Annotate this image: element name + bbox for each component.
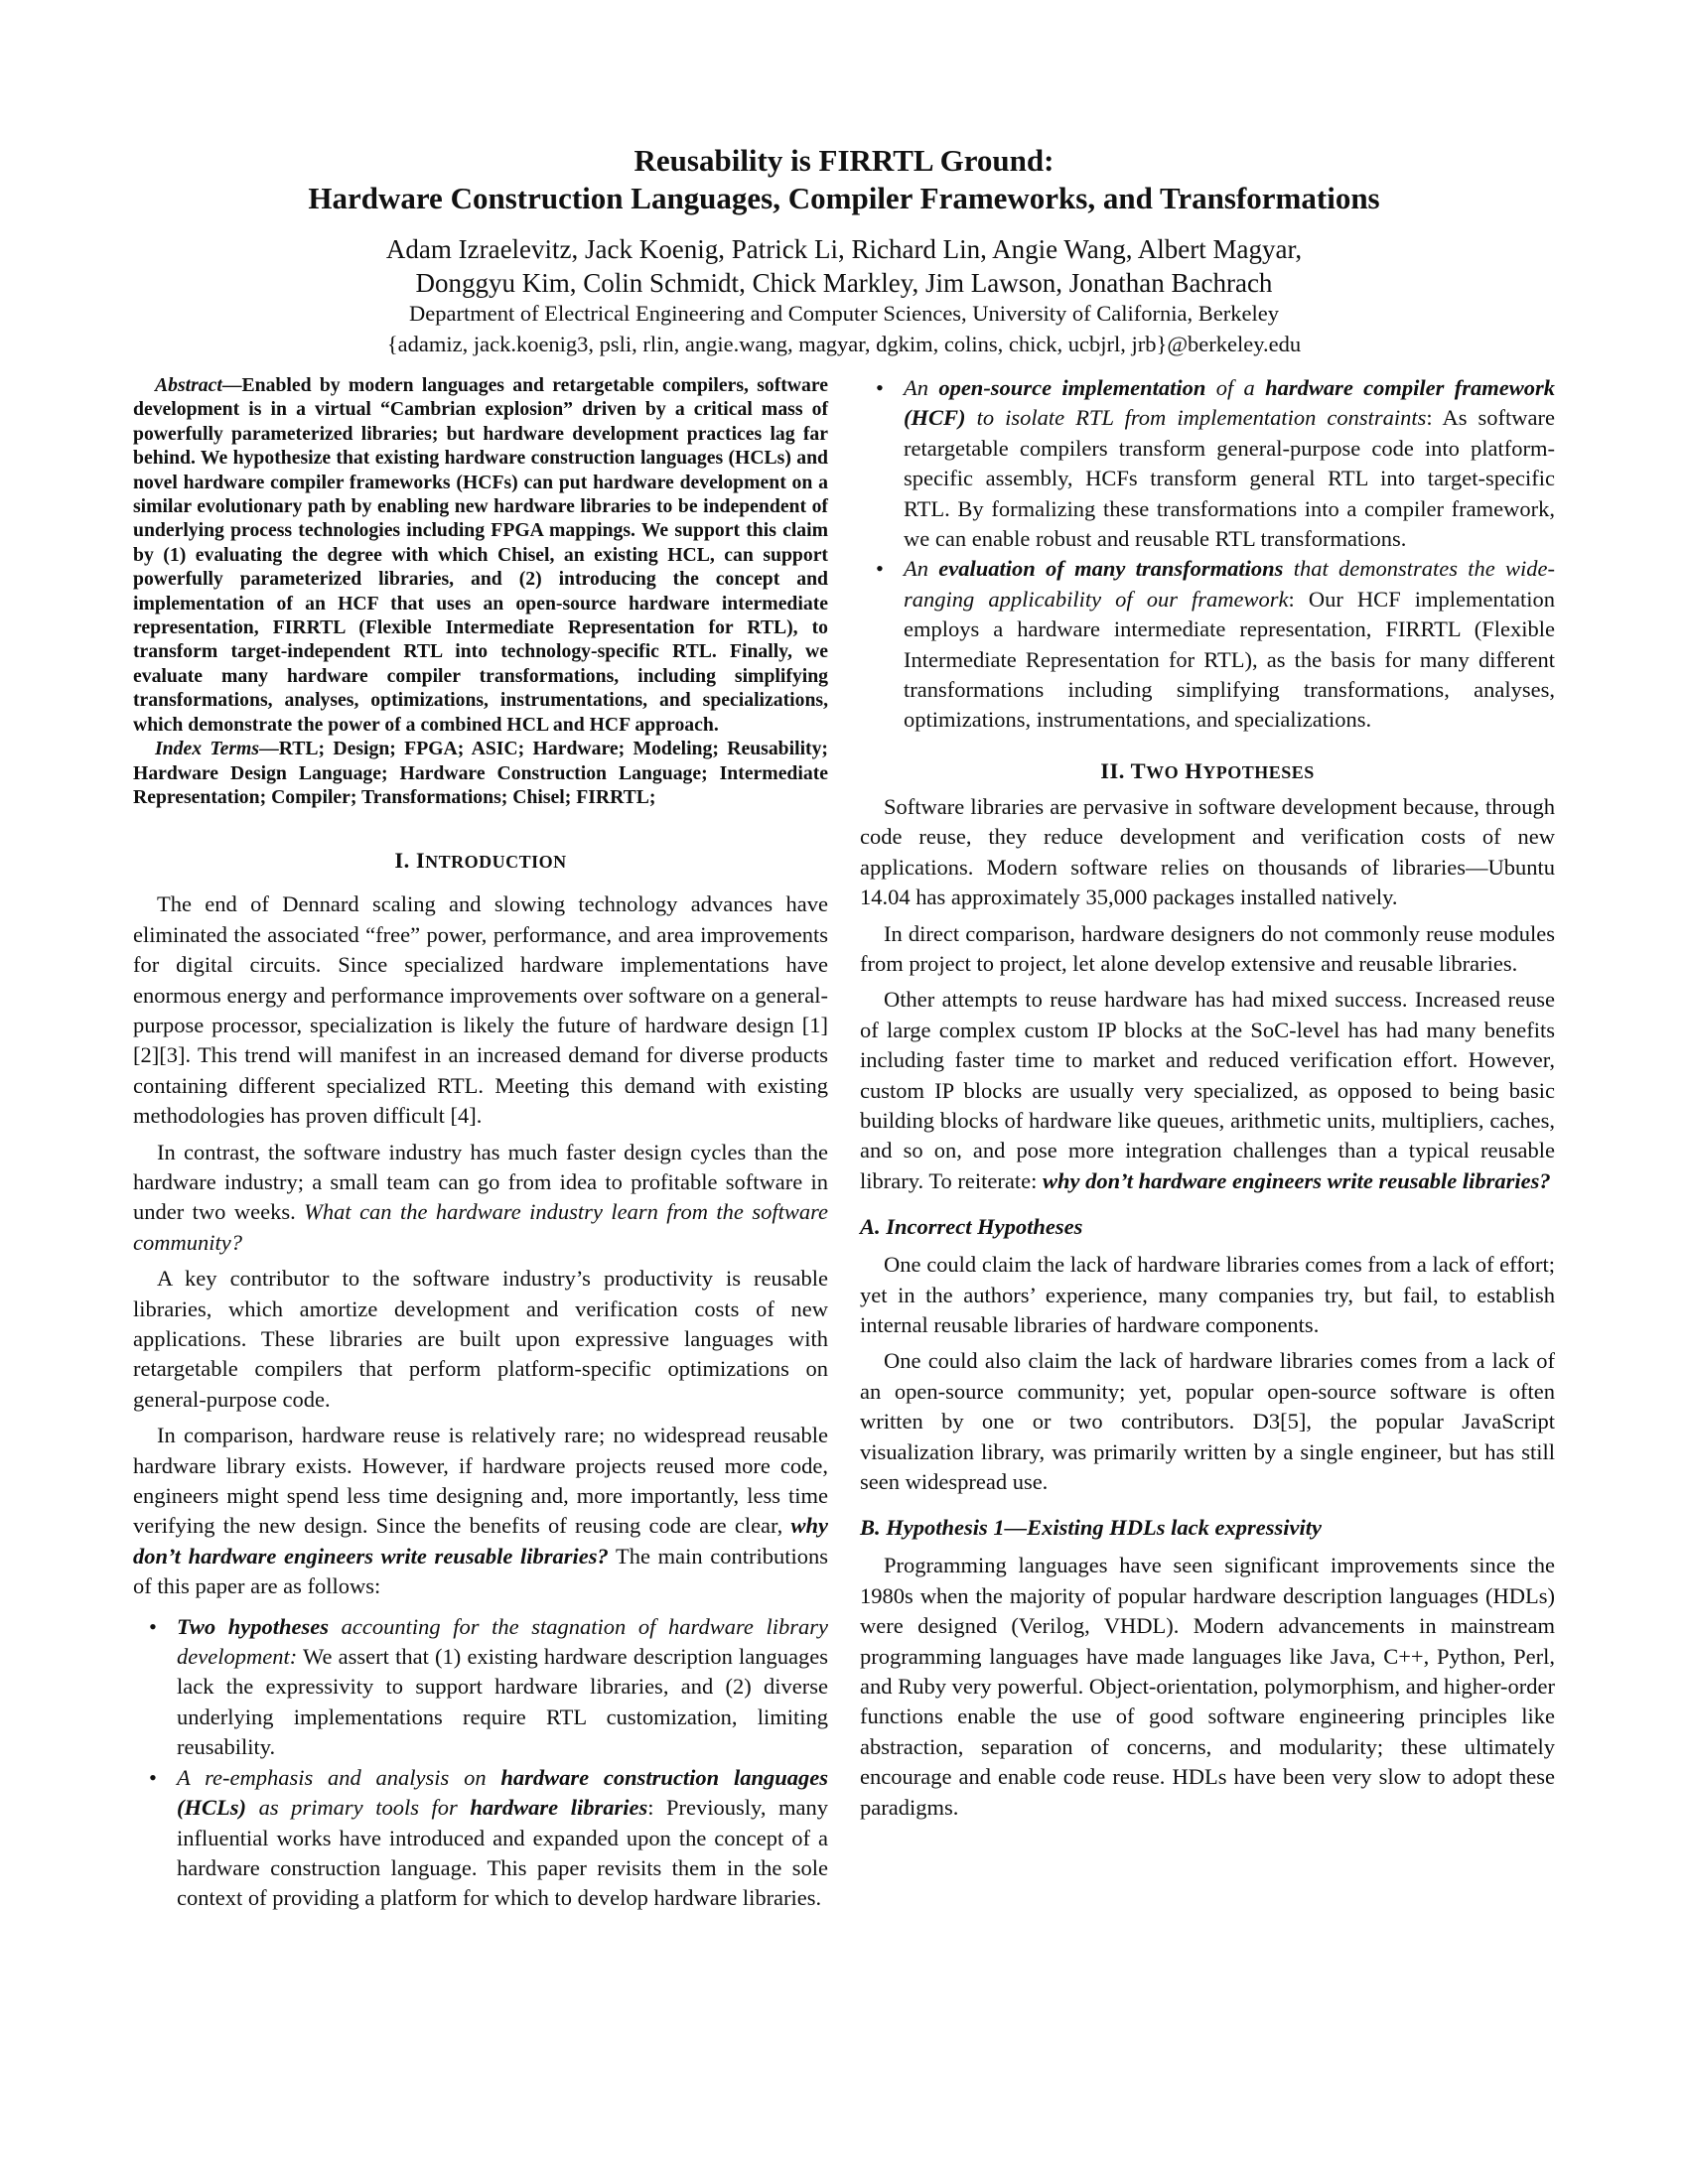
hyp-paragraph-2: In direct comparison, hardware designers do not commonly reuse modules from project to project, let alone develop extensive and reusable libraries. xyxy=(860,920,1555,976)
author-emails: {adamiz, jack.koenig3, psli, rlin, angie.wang, magyar, dgkim, colins, chick, ucbjrl, jrb}@berkeley.edu xyxy=(386,332,1302,356)
section-heading-two-hypotheses: II. TWO HYPOTHESES xyxy=(1100,757,1315,783)
hyp-paragraph-3: Other attempts to reuse hardware has had mixed success. Increased reuse of large complex custom IP blocks at the SoC-level has had many benefits including faster time to market and reduced verification effort. However, custom IP blocks are usually very specialized, as opposed to being basic building blocks of hardware like queues, arithmetic units, multipliers, caches, and so on, and pose more integration challenges than a typical reusable library. To reiterate: why don’t hardware engineers write reusable libraries? xyxy=(860,987,1555,1193)
abstract-text: —Enabled by modern languages and retargetable compilers, software development is in a virtual “Cambrian explosion” driven by a critical mass of powerfully parameterized libraries; but hardware development practices lag far behind. We hypothesize that existing hardware construction languages (HCLs) and novel hardware compiler frameworks (HCFs) can put hardware development on a similar evolutionary path by enabling new hardware libraries to be independent of underlying process technologies including FPGA mappings. We support this claim by (1) evaluating the degree with which Chisel, an existing HCL, can support powerfully parameterized libraries, and (2) introducing the concept and implementation of an HCF that uses an open-source hardware intermediate representation, FIRRTL (Flexible Intermediate Representation for RTL), to transform target-independent RTL into technology-specific RTL. Finally, we evaluate many hardware compiler transformations, including simplifying transformations, analyses, optimizations, instrumentations, and specializations, which demonstrate the power of a combined HCL and HCF approach. xyxy=(133,374,828,736)
index-terms-text: —RTL; Design; FPGA; ASIC; Hardware; Modeling; Reusability; Hardware Design Language; Hardware Construction Language; Intermediate Representation; Compiler; Transformations; Chisel; FIRRTL; xyxy=(133,738,828,808)
title-line-1: Reusability is FIRRTL Ground: xyxy=(633,143,1055,178)
list-item: • An open-source implementation of a hardware compiler framework (HCF) to isolate RTL from implementation constraints: As software retargetable compilers transform general-purpose code into platform-specific assembly, HCFs transform general RTL into target-specific RTL. By formalizing these transformations into a compiler framework, we can enable robust and reusable RTL transformations. xyxy=(860,373,1555,554)
authors-line-2: Donggyu Kim, Colin Schmidt, Chick Markley, Jim Lawson, Jonathan Bachrach xyxy=(415,268,1273,298)
subsection-heading-b: B. Hypothesis 1—Existing HDLs lack expressivity xyxy=(860,1515,1322,1541)
subsection-heading-a: A. Incorrect Hypotheses xyxy=(860,1214,1083,1240)
intro-paragraph-3: A key contributor to the software industry’s productivity is reusable libraries, which amortize development and verification costs of new applications. These libraries are built upon expressive languages with retargetable compilers that perform platform-specific optimizations on general-purpose code. xyxy=(133,1266,828,1412)
department: Department of Electrical Engineering and Computer Sciences, University of California, Berkeley xyxy=(409,301,1279,326)
author-list xyxy=(0,232,1688,300)
contributions-list xyxy=(133,1612,828,1914)
intro-paragraph-1: The end of Dennard scaling and slowing technology advances have eliminated the associated “free” power, performance, and area improvements for digital circuits. Since specialized hardware implementations have enormous energy and performance improvements over software on a general-purpose processor, specialization is likely the future of hardware design [1][2][3]. This trend will manifest in an increased demand for diverse products containing different specialized RTL. Meeting this demand with existing methodologies has proven difficult [4]. xyxy=(133,891,828,1129)
authors-line-1: Adam Izraelevitz, Jack Koenig, Patrick Li, Richard Lin, Angie Wang, Albert Magyar, xyxy=(385,234,1303,264)
left-column xyxy=(133,373,828,1914)
abstract xyxy=(133,373,828,809)
subsection-b-paragraph-1: Programming languages have seen significant improvements since the 1980s when the majority of popular hardware description languages (HDLs) were designed (Verilog, VHDL). Modern advancements in mainstream programming languages have made languages like Java, C++, Python, Perl, and Ruby very powerful. Object-orientation, polymorphism, and higher-order functions enable the use of good software engineering principles like abstraction, separation of concerns, and modularity; these ultimately encourage and enable code reuse. HDLs have been very slow to adopt these paradigms. xyxy=(860,1553,1555,1820)
right-column xyxy=(860,373,1555,1823)
title-line-2: Hardware Construction Languages, Compiler Frameworks, and Transformations xyxy=(308,181,1380,215)
subsection-a-paragraph-2: One could also claim the lack of hardware libraries comes from a lack of an open-source community; yet, popular open-source software is often written by one or two contributors. D3[5], the popular JavaScript visualization library, was primarily written by a single engineer, but has still seen widespread use. xyxy=(860,1348,1555,1494)
affiliation xyxy=(0,298,1688,359)
hyp-paragraph-1: Software libraries are pervasive in software development because, through code reuse, they reduce development and verification costs of new applications. Modern software relies on thousands of libraries—Ubuntu 14.04 has approximately 35,000 packages installed natively. xyxy=(860,793,1555,910)
section-heading-introduction: I. INTRODUCTION xyxy=(394,848,567,874)
paper-title xyxy=(0,142,1688,217)
subsection-a-paragraph-1: One could claim the lack of hardware libraries comes from a lack of effort; yet in the authors’ experience, many companies try, but fail, to establish internal reusable libraries of hardware components. xyxy=(860,1252,1555,1337)
list-item: • An evaluation of many transformations that demonstrates the wide-ranging applicability of our framework: Our HCF implementation employs a hardware intermediate representation, FIRRTL (Flexible Intermediate Representation for RTL), as the basis for many different transformations including simplifying transformations, analyses, optimizations, instrumentations, and specializations. xyxy=(860,554,1555,735)
list-item: • Two hypotheses accounting for the stagnation of hardware library development: We assert that (1) existing hardware description languages lack the expressivity to support hardware libraries, and (2) diverse underlying implementations require RTL customization, limiting reusability. xyxy=(133,1612,828,1763)
abstract-label: Abstract xyxy=(155,374,222,396)
intro-paragraph-4: In comparison, hardware reuse is relatively rare; no widespread reusable hardware library exists. However, if hardware projects reused more code, engineers might spend less time designing and, more importantly, less time verifying the new design. Since the benefits of reusing code are clear, why don’t hardware engineers write reusable libraries? The main contributions of this paper are as follows: xyxy=(133,1423,829,1599)
contributions-list-continued xyxy=(860,373,1555,736)
index-terms-label: Index Terms xyxy=(155,738,259,760)
intro-paragraph-2: In contrast, the software industry has much faster design cycles than the hardware industry; a small team can go from idea to profitable software in under two weeks. What can the hardware industry learn from the software community? xyxy=(133,1139,828,1255)
list-item: • A re-emphasis and analysis on hardware construction languages (HCLs) as primary tools for hardware libraries: Previously, many influential works have introduced and expanded upon the concept of a hardware construction language. This paper revisits them in the sole context of providing a platform for which to develop hardware libraries. xyxy=(133,1763,828,1914)
